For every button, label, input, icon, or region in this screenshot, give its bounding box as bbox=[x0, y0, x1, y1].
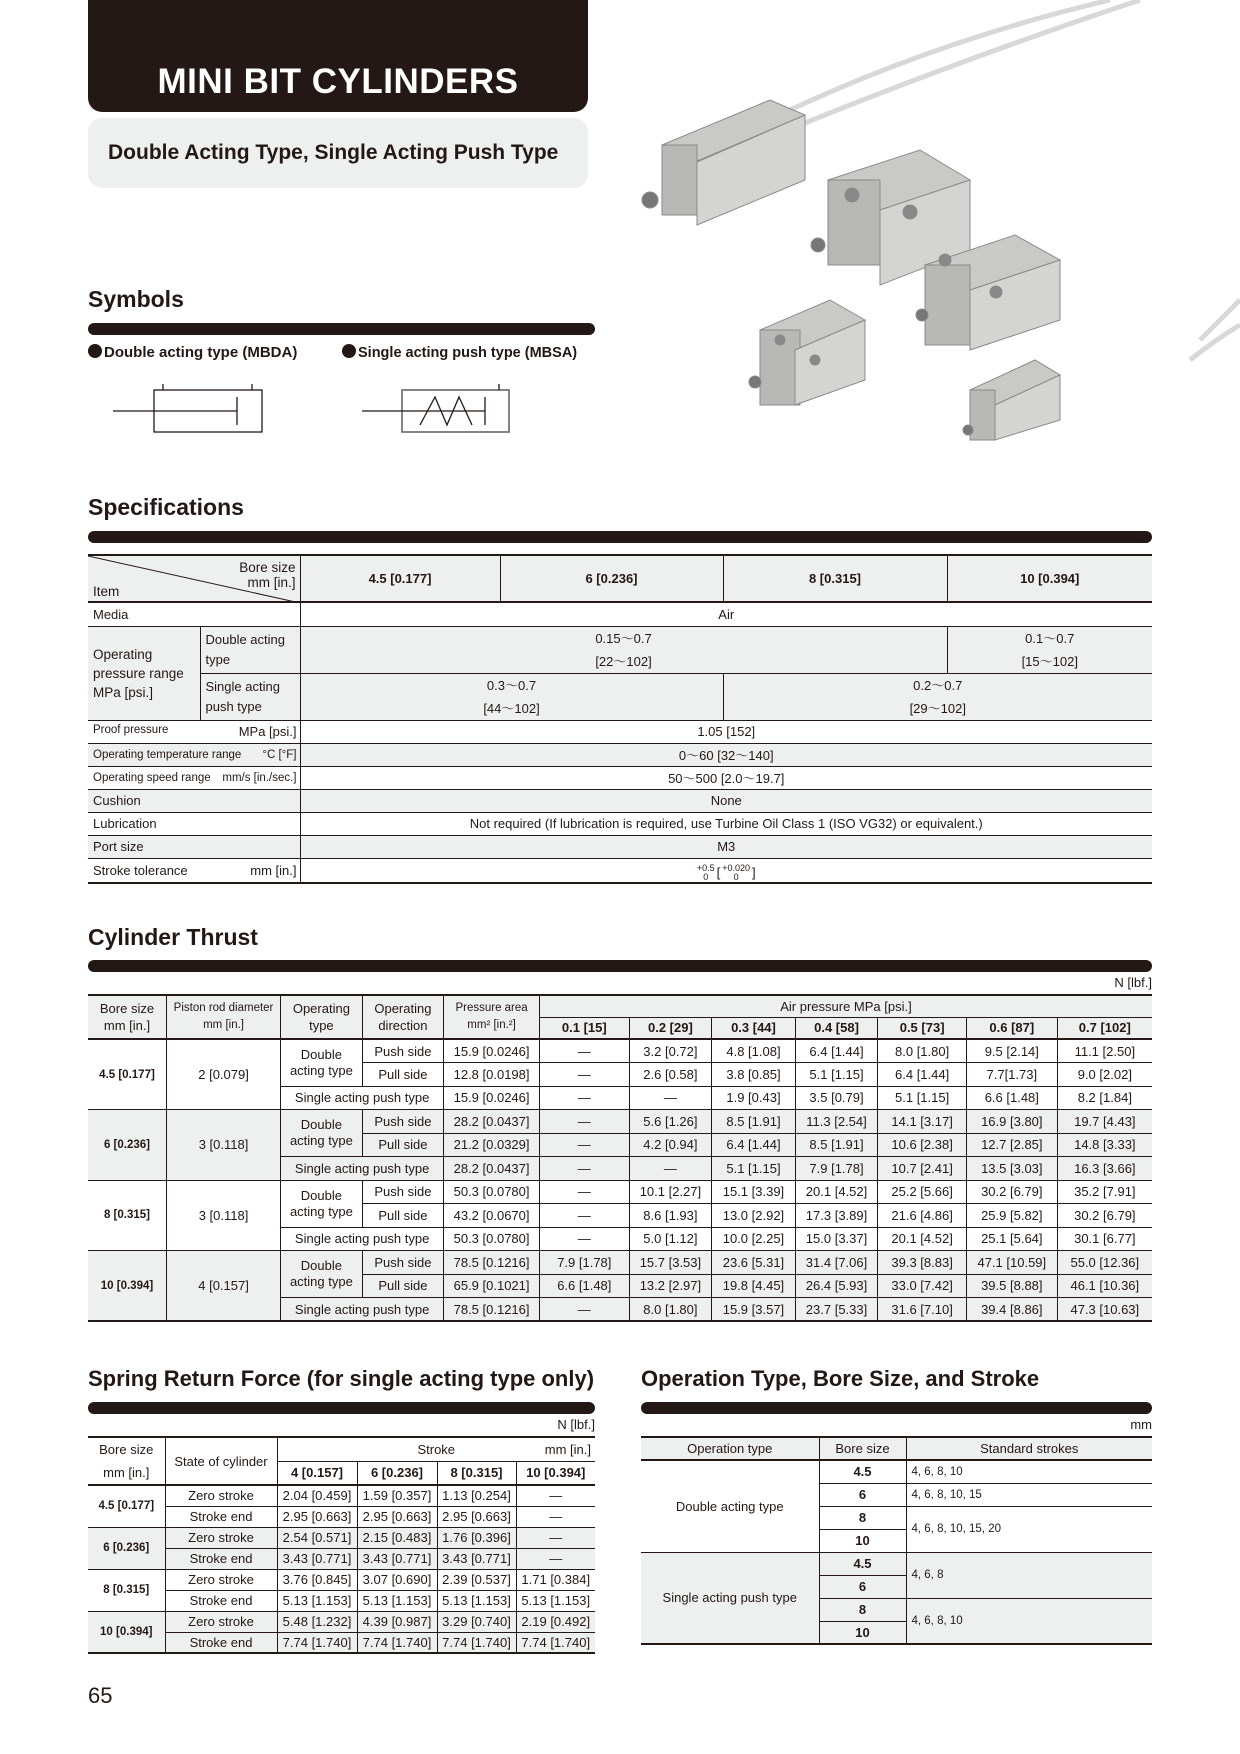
thrust-value: 16.3 [3.66] bbox=[1057, 1157, 1152, 1181]
spring-state-end: Stroke end bbox=[165, 1590, 277, 1611]
spring-value: 1.13 [0.254] bbox=[437, 1485, 516, 1506]
spring-unit: N [lbf.] bbox=[557, 1417, 595, 1432]
thrust-value: 13.0 [2.92] bbox=[712, 1204, 796, 1228]
thrust-value: 8.5 [1.91] bbox=[712, 1110, 796, 1134]
thrust-value: — bbox=[539, 1298, 629, 1322]
spec-value-cushion: None bbox=[300, 789, 1152, 812]
spec-value-single-pressure-8-10: 0.2～0.7 [29～102] bbox=[723, 673, 1152, 720]
thrust-value: 7.9 [1.78] bbox=[795, 1157, 878, 1181]
thrust-value: 10.0 [2.25] bbox=[712, 1227, 796, 1251]
op-bore: 4.5 bbox=[819, 1552, 906, 1575]
thrust-value: 20.1 [4.52] bbox=[795, 1180, 878, 1204]
thrust-area: 78.5 [0.1216] bbox=[444, 1298, 540, 1322]
optable-title: Operation Type, Bore Size, and Stroke bbox=[641, 1366, 1040, 1391]
thrust-bore: 8 [0.315] bbox=[88, 1180, 166, 1251]
op-strokes: 4, 6, 8, 10 bbox=[906, 1460, 1152, 1483]
bore-col-header: 6 [0.236] bbox=[500, 555, 723, 602]
thrust-value: 5.0 [1.12] bbox=[629, 1227, 712, 1251]
spring-title: Spring Return Force (for single acting type only) bbox=[88, 1366, 595, 1391]
optable-unit: mm bbox=[1130, 1417, 1152, 1432]
spring-bore: 8 [0.315] bbox=[88, 1569, 165, 1611]
thrust-optype-single: Single acting push type bbox=[281, 1086, 444, 1110]
spec-label-speed: Operating speed range mm/s [in./sec.] bbox=[88, 766, 300, 789]
operation-bore-stroke-table bbox=[641, 1436, 1152, 1645]
spec-sublabel-double: Double acting type bbox=[200, 626, 300, 673]
thrust-value: 10.7 [2.41] bbox=[878, 1157, 967, 1181]
spring-value: 2.19 [0.492] bbox=[516, 1611, 595, 1632]
thrust-value: 23.6 [5.31] bbox=[712, 1251, 796, 1275]
thrust-header-optype: Operating type bbox=[281, 995, 363, 1039]
spec-value-lubrication: Not required (If lubrication is required, use Turbine Oil Class 1 (ISO VG32) or equivalent.) bbox=[300, 812, 1152, 835]
thrust-header-air-pressure: Air pressure MPa [psi.] bbox=[539, 995, 1152, 1017]
op-strokes: 4, 6, 8, 10 bbox=[906, 1598, 1152, 1644]
spring-value: — bbox=[516, 1506, 595, 1527]
thrust-value: 30.2 [6.79] bbox=[1057, 1204, 1152, 1228]
spring-value: 2.95 [0.663] bbox=[357, 1506, 437, 1527]
spring-value: 5.48 [1.232] bbox=[277, 1611, 357, 1632]
op-header-type: Operation type bbox=[641, 1437, 819, 1460]
thrust-value: 31.6 [7.10] bbox=[878, 1298, 967, 1322]
thrust-optype-double: Double acting type bbox=[281, 1180, 363, 1227]
thrust-rod: 3 [0.118] bbox=[166, 1180, 280, 1251]
thrust-value: 55.0 [12.36] bbox=[1057, 1251, 1152, 1275]
thrust-value: 30.1 [6.77] bbox=[1057, 1227, 1152, 1251]
thrust-value: 8.0 [1.80] bbox=[878, 1039, 967, 1063]
thrust-value: 12.7 [2.85] bbox=[966, 1133, 1057, 1157]
page-subtitle: Double Acting Type, Single Acting Push Type bbox=[88, 118, 588, 188]
spec-value-port: M3 bbox=[300, 835, 1152, 858]
thrust-value: — bbox=[539, 1110, 629, 1134]
thrust-value: — bbox=[539, 1133, 629, 1157]
spring-value: 5.13 [1.153] bbox=[277, 1590, 357, 1611]
spring-value: 7.74 [1.740] bbox=[437, 1632, 516, 1653]
thrust-bore: 4.5 [0.177] bbox=[88, 1039, 166, 1110]
spec-value-double-pressure-10: 0.1～0.7 [15～102] bbox=[947, 626, 1152, 673]
cylinder-5 bbox=[963, 360, 1060, 440]
spring-header-stroke: Stroke mm [in.] bbox=[277, 1437, 595, 1461]
op-bore: 10 bbox=[819, 1529, 906, 1552]
op-bore: 6 bbox=[819, 1575, 906, 1598]
thrust-value: 8.6 [1.93] bbox=[629, 1204, 712, 1228]
thrust-value: 4.8 [1.08] bbox=[712, 1039, 796, 1063]
thrust-value: — bbox=[539, 1039, 629, 1063]
thrust-value: 9.5 [2.14] bbox=[966, 1039, 1057, 1063]
thrust-optype-double: Double acting type bbox=[281, 1251, 363, 1298]
spring-value: 3.29 [0.740] bbox=[437, 1611, 516, 1632]
spring-value: 5.13 [1.153] bbox=[516, 1590, 595, 1611]
pressure-col-header: 0.3 [44] bbox=[712, 1017, 796, 1039]
thrust-value: 11.1 [2.50] bbox=[1057, 1039, 1152, 1063]
op-strokes: 4, 6, 8 bbox=[906, 1552, 1152, 1598]
thrust-value: 47.3 [10.63] bbox=[1057, 1298, 1152, 1322]
op-bore: 8 bbox=[819, 1598, 906, 1621]
thrust-header-bore: Bore size mm [in.] bbox=[88, 995, 166, 1039]
spring-value: 2.54 [0.571] bbox=[277, 1527, 357, 1548]
thrust-value: 13.2 [2.97] bbox=[629, 1274, 712, 1298]
thrust-value: 5.1 [1.15] bbox=[712, 1157, 796, 1181]
thrust-value: 25.2 [5.66] bbox=[878, 1180, 967, 1204]
spring-bore: 4.5 [0.177] bbox=[88, 1485, 165, 1527]
thrust-header-direction: Operating direction bbox=[362, 995, 444, 1039]
op-type-double: Double acting type bbox=[641, 1460, 819, 1552]
spring-value: 7.74 [1.740] bbox=[516, 1632, 595, 1653]
spec-value-media: Air bbox=[300, 602, 1152, 626]
thrust-dir-pull: Pull side bbox=[362, 1063, 444, 1087]
stroke-col-header: 6 [0.236] bbox=[357, 1461, 437, 1485]
thrust-optype-single: Single acting push type bbox=[281, 1227, 444, 1251]
section-bar bbox=[88, 960, 1152, 972]
spec-value-temp: 0～60 [32～140] bbox=[300, 743, 1152, 766]
spring-value: — bbox=[516, 1548, 595, 1569]
thrust-value: 1.9 [0.43] bbox=[712, 1086, 796, 1110]
op-header-strokes: Standard strokes bbox=[906, 1437, 1152, 1460]
thrust-value: — bbox=[539, 1180, 629, 1204]
thrust-value: 25.9 [5.82] bbox=[966, 1204, 1057, 1228]
op-bore: 10 bbox=[819, 1621, 906, 1644]
thrust-value: 47.1 [10.59] bbox=[966, 1251, 1057, 1275]
thrust-value: 33.0 [7.42] bbox=[878, 1274, 967, 1298]
thrust-title: Cylinder Thrust bbox=[88, 924, 258, 950]
specifications-table bbox=[88, 554, 1152, 884]
symbols-title: Symbols bbox=[88, 286, 184, 312]
thrust-area: 12.8 [0.0198] bbox=[444, 1063, 540, 1087]
single-acting-symbol-icon bbox=[90, 370, 520, 440]
pressure-col-header: 0.4 [58] bbox=[795, 1017, 878, 1039]
spring-bore: 6 [0.236] bbox=[88, 1527, 165, 1569]
thrust-dir-push: Push side bbox=[362, 1251, 444, 1275]
thrust-value: 25.1 [5.64] bbox=[966, 1227, 1057, 1251]
bore-col-header: 4.5 [0.177] bbox=[300, 555, 500, 602]
thrust-value: 6.6 [1.48] bbox=[539, 1274, 629, 1298]
thrust-value: — bbox=[539, 1157, 629, 1181]
thrust-value: 4.2 [0.94] bbox=[629, 1133, 712, 1157]
thrust-bore: 6 [0.236] bbox=[88, 1110, 166, 1181]
op-bore: 6 bbox=[819, 1483, 906, 1506]
spring-value: 2.39 [0.537] bbox=[437, 1569, 516, 1590]
spring-header-bore: Bore size mm [in.] bbox=[88, 1437, 165, 1485]
spec-label-cushion: Cushion bbox=[88, 789, 300, 812]
thrust-area: 28.2 [0.0437] bbox=[444, 1157, 540, 1181]
section-bar bbox=[88, 323, 595, 335]
thrust-value: 14.1 [3.17] bbox=[878, 1110, 967, 1134]
spring-state-zero: Zero stroke bbox=[165, 1485, 277, 1506]
spec-value-single-pressure: 0.3～0.7 [44～102] bbox=[300, 673, 723, 720]
thrust-area: 50.3 [0.0780] bbox=[444, 1227, 540, 1251]
section-bar bbox=[88, 1402, 595, 1414]
thrust-dir-push: Push side bbox=[362, 1039, 444, 1063]
spring-value: 3.43 [0.771] bbox=[437, 1548, 516, 1569]
op-bore: 8 bbox=[819, 1506, 906, 1529]
bore-col-header: 10 [0.394] bbox=[947, 555, 1152, 602]
symbol-label-double: Double acting type (MBDA) bbox=[88, 344, 297, 361]
op-strokes: 4, 6, 8, 10, 15 bbox=[906, 1483, 1152, 1506]
thrust-area: 15.9 [0.0246] bbox=[444, 1039, 540, 1063]
thrust-value: 5.6 [1.26] bbox=[629, 1110, 712, 1134]
thrust-rod: 2 [0.079] bbox=[166, 1039, 280, 1110]
spec-value-double-pressure: 0.15～0.7 [22～102] bbox=[300, 626, 947, 673]
thrust-unit: N [lbf.] bbox=[1114, 975, 1152, 990]
pressure-col-header: 0.2 [29] bbox=[629, 1017, 712, 1039]
thrust-value: 19.8 [4.45] bbox=[712, 1274, 796, 1298]
spring-value: 4.39 [0.987] bbox=[357, 1611, 437, 1632]
thrust-header-area: Pressure area mm² [in.²] bbox=[444, 995, 540, 1039]
thrust-value: 39.5 [8.88] bbox=[966, 1274, 1057, 1298]
thrust-value: — bbox=[629, 1086, 712, 1110]
thrust-dir-pull: Pull side bbox=[362, 1133, 444, 1157]
spec-label-temp: Operating temperature range °C [°F] bbox=[88, 743, 300, 766]
spring-return-table bbox=[88, 1436, 595, 1654]
stroke-col-header: 10 [0.394] bbox=[516, 1461, 595, 1485]
op-header-bore: Bore size bbox=[819, 1437, 906, 1460]
thrust-value: 9.0 [2.02] bbox=[1057, 1063, 1152, 1087]
thrust-optype-single: Single acting push type bbox=[281, 1157, 444, 1181]
spring-value: 2.95 [0.663] bbox=[437, 1506, 516, 1527]
thrust-value: 10.6 [2.38] bbox=[878, 1133, 967, 1157]
thrust-optype-single: Single acting push type bbox=[281, 1298, 444, 1322]
spring-value: 2.95 [0.663] bbox=[277, 1506, 357, 1527]
thrust-value: 15.7 [3.53] bbox=[629, 1251, 712, 1275]
thrust-value: 15.9 [3.57] bbox=[712, 1298, 796, 1322]
thrust-value: 26.4 [5.93] bbox=[795, 1274, 878, 1298]
spring-value: 2.04 [0.459] bbox=[277, 1485, 357, 1506]
thrust-value: 5.1 [1.15] bbox=[795, 1063, 878, 1087]
thrust-dir-push: Push side bbox=[362, 1110, 444, 1134]
thrust-value: 23.7 [5.33] bbox=[795, 1298, 878, 1322]
spring-value: 3.76 [0.845] bbox=[277, 1569, 357, 1590]
spec-header-corner: Bore size mm [in.] Item bbox=[88, 555, 300, 602]
spring-value: — bbox=[516, 1527, 595, 1548]
spec-label-op-pressure: Operating pressure range MPa [psi.] bbox=[88, 626, 200, 720]
thrust-area: 65.9 [0.1021] bbox=[444, 1274, 540, 1298]
bullet-icon bbox=[342, 344, 356, 358]
thrust-value: — bbox=[629, 1157, 712, 1181]
spring-state-end: Stroke end bbox=[165, 1506, 277, 1527]
thrust-value: 35.2 [7.91] bbox=[1057, 1180, 1152, 1204]
pressure-col-header: 0.6 [87] bbox=[966, 1017, 1057, 1039]
thrust-value: 11.3 [2.54] bbox=[795, 1110, 878, 1134]
thrust-value: 6.4 [1.44] bbox=[795, 1039, 878, 1063]
spring-state-zero: Zero stroke bbox=[165, 1569, 277, 1590]
thrust-value: 6.4 [1.44] bbox=[878, 1063, 967, 1087]
spring-value: 3.43 [0.771] bbox=[277, 1548, 357, 1569]
op-type-single: Single acting push type bbox=[641, 1552, 819, 1644]
spring-state-end: Stroke end bbox=[165, 1548, 277, 1569]
thrust-dir-push: Push side bbox=[362, 1180, 444, 1204]
thrust-rod: 3 [0.118] bbox=[166, 1110, 280, 1181]
thrust-optype-double: Double acting type bbox=[281, 1110, 363, 1157]
cylinder-thrust-table bbox=[88, 994, 1152, 1322]
thrust-value: 8.0 [1.80] bbox=[629, 1298, 712, 1322]
thrust-dir-pull: Pull side bbox=[362, 1274, 444, 1298]
thrust-dir-pull: Pull side bbox=[362, 1204, 444, 1228]
thrust-value: 2.6 [0.58] bbox=[629, 1063, 712, 1087]
spring-value: — bbox=[516, 1485, 595, 1506]
thrust-value: 6.4 [1.44] bbox=[712, 1133, 796, 1157]
stroke-col-header: 4 [0.157] bbox=[277, 1461, 357, 1485]
specifications-title: Specifications bbox=[88, 494, 244, 520]
spring-value: 3.43 [0.771] bbox=[357, 1548, 437, 1569]
symbol-label-single: Single acting push type (MBSA) bbox=[342, 344, 577, 361]
spec-value-stroke-tol: +0.5 0 [ +0.020 0 ] bbox=[300, 858, 1152, 883]
pressure-col-header: 0.1 [15] bbox=[539, 1017, 629, 1039]
bore-col-header: 8 [0.315] bbox=[723, 555, 947, 602]
thrust-value: — bbox=[539, 1086, 629, 1110]
spring-state-zero: Zero stroke bbox=[165, 1527, 277, 1548]
thrust-value: 15.1 [3.39] bbox=[712, 1180, 796, 1204]
spring-value: 1.71 [0.384] bbox=[516, 1569, 595, 1590]
page-number: 65 bbox=[88, 1683, 113, 1708]
op-strokes: 4, 6, 8, 10, 15, 20 bbox=[906, 1506, 1152, 1552]
bullet-icon bbox=[88, 344, 102, 358]
section-bar bbox=[88, 531, 1152, 543]
spring-value: 1.76 [0.396] bbox=[437, 1527, 516, 1548]
thrust-value: 31.4 [7.06] bbox=[795, 1251, 878, 1275]
product-photo bbox=[640, 0, 1240, 450]
cylinder-1 bbox=[642, 100, 805, 225]
thrust-value: 39.3 [8.83] bbox=[878, 1251, 967, 1275]
spring-value: 5.13 [1.153] bbox=[357, 1590, 437, 1611]
spring-value: 2.15 [0.483] bbox=[357, 1527, 437, 1548]
thrust-value: 5.1 [1.15] bbox=[878, 1086, 967, 1110]
spring-value: 7.74 [1.740] bbox=[357, 1632, 437, 1653]
pressure-col-header: 0.7 [102] bbox=[1057, 1017, 1152, 1039]
thrust-value: 8.5 [1.91] bbox=[795, 1133, 878, 1157]
thrust-value: — bbox=[539, 1227, 629, 1251]
thrust-value: 10.1 [2.27] bbox=[629, 1180, 712, 1204]
thrust-value: 14.8 [3.33] bbox=[1057, 1133, 1152, 1157]
thrust-value: 7.7[1.73] bbox=[966, 1063, 1057, 1087]
spec-label-proof: Proof pressure MPa [psi.] bbox=[88, 720, 300, 743]
spec-label-port: Port size bbox=[88, 835, 300, 858]
thrust-area: 21.2 [0.0329] bbox=[444, 1133, 540, 1157]
thrust-value: 30.2 [6.79] bbox=[966, 1180, 1057, 1204]
spring-value: 5.13 [1.153] bbox=[437, 1590, 516, 1611]
thrust-header-rod: Piston rod diameter mm [in.] bbox=[166, 995, 280, 1039]
thrust-value: — bbox=[539, 1063, 629, 1087]
thrust-value: 46.1 [10.36] bbox=[1057, 1274, 1152, 1298]
spec-label-media: Media bbox=[88, 602, 300, 626]
spec-label-lubrication: Lubrication bbox=[88, 812, 300, 835]
thrust-value: 20.1 [4.52] bbox=[878, 1227, 967, 1251]
spring-value: 1.59 [0.357] bbox=[357, 1485, 437, 1506]
section-bar bbox=[641, 1402, 1152, 1414]
spring-state-zero: Zero stroke bbox=[165, 1611, 277, 1632]
thrust-value: 19.7 [4.43] bbox=[1057, 1110, 1152, 1134]
spec-value-proof: 1.05 [152] bbox=[300, 720, 1152, 743]
thrust-value: 16.9 [3.80] bbox=[966, 1110, 1057, 1134]
thrust-value: 21.6 [4.86] bbox=[878, 1204, 967, 1228]
pressure-col-header: 0.5 [73] bbox=[878, 1017, 967, 1039]
thrust-value: 3.5 [0.79] bbox=[795, 1086, 878, 1110]
thrust-bore: 10 [0.394] bbox=[88, 1251, 166, 1322]
thrust-value: 39.4 [8.86] bbox=[966, 1298, 1057, 1322]
spring-header-state: State of cylinder bbox=[165, 1437, 277, 1485]
thrust-value: 17.3 [3.89] bbox=[795, 1204, 878, 1228]
page-title: MINI BIT CYLINDERS bbox=[88, 0, 588, 112]
thrust-area: 28.2 [0.0437] bbox=[444, 1110, 540, 1134]
thrust-rod: 4 [0.157] bbox=[166, 1251, 280, 1322]
spec-sublabel-single: Single acting push type bbox=[200, 673, 300, 720]
spec-label-stroke-tol: Stroke tolerance mm [in.] bbox=[88, 858, 300, 883]
thrust-area: 15.9 [0.0246] bbox=[444, 1086, 540, 1110]
thrust-optype-double: Double acting type bbox=[281, 1039, 363, 1086]
thrust-value: — bbox=[539, 1204, 629, 1228]
thrust-value: 15.0 [3.37] bbox=[795, 1227, 878, 1251]
cylinder-4 bbox=[749, 300, 865, 405]
thrust-value: 6.6 [1.48] bbox=[966, 1086, 1057, 1110]
thrust-area: 78.5 [0.1216] bbox=[444, 1251, 540, 1275]
thrust-value: 8.2 [1.84] bbox=[1057, 1086, 1152, 1110]
spring-bore: 10 [0.394] bbox=[88, 1611, 165, 1653]
thrust-value: 13.5 [3.03] bbox=[966, 1157, 1057, 1181]
spring-value: 3.07 [0.690] bbox=[357, 1569, 437, 1590]
thrust-value: 7.9 [1.78] bbox=[539, 1251, 629, 1275]
thrust-value: 3.2 [0.72] bbox=[629, 1039, 712, 1063]
thrust-area: 50.3 [0.0780] bbox=[444, 1180, 540, 1204]
thrust-area: 43.2 [0.0670] bbox=[444, 1204, 540, 1228]
stroke-col-header: 8 [0.315] bbox=[437, 1461, 516, 1485]
spring-state-end: Stroke end bbox=[165, 1632, 277, 1653]
thrust-value: 3.8 [0.85] bbox=[712, 1063, 796, 1087]
spec-value-speed: 50～500 [2.0～19.7] bbox=[300, 766, 1152, 789]
spring-value: 7.74 [1.740] bbox=[277, 1632, 357, 1653]
op-bore: 4.5 bbox=[819, 1460, 906, 1483]
